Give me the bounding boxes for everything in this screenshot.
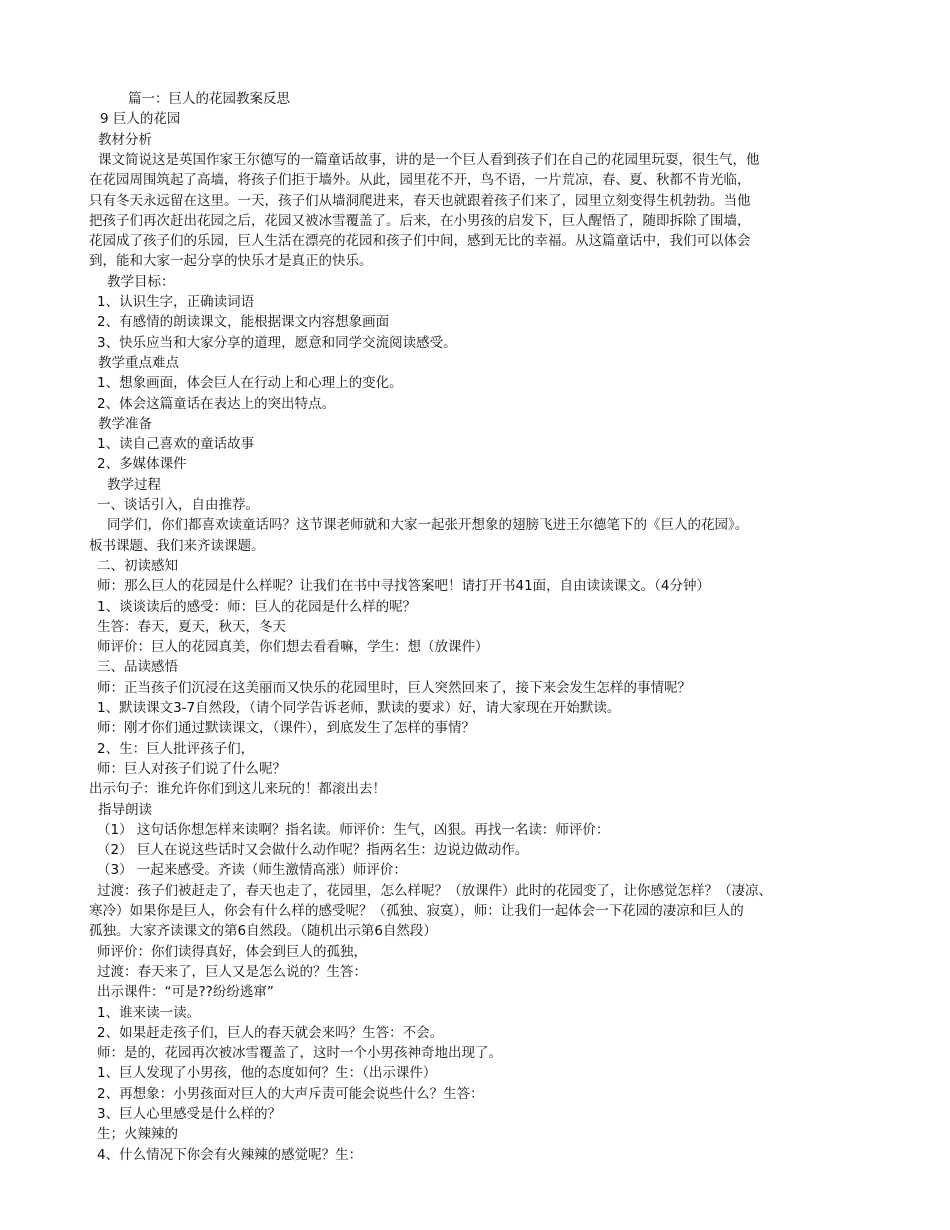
text-line: 师：刚才你们通过默读课文，（课件），到底发生了怎样的事情？ [97, 720, 475, 737]
text-line: 板书课题、我们来齐读课题。 [89, 537, 265, 554]
text-line: 寒冷）如果你是巨人，你会有什么样的感受呢？（孤独、寂寞），师：让我们一起体会一下花园的凄凉和巨人的 [89, 903, 744, 919]
text-line: 过渡：孩子们被赶走了，春天也走了，花园里，怎么样呢？（放课件）此时的花园变了，让你感觉怎样？（凄凉、 [97, 882, 772, 899]
text-line: 出示课件：“可是??纷纷逃窜” [97, 984, 274, 1001]
text-line: 3、巨人心里感受是什么样的？ [97, 1106, 282, 1122]
text-line: 2、如果赶走孩子们，巨人的春天就会来吗？生答：不会。 [97, 1024, 444, 1041]
text-line: 2、体会这篇童话在表达上的突出特点。 [97, 395, 336, 412]
text-line: 生答：春天，夏天，秋天，冬天 [97, 618, 286, 635]
text-line: 二、初读感知 [97, 557, 178, 574]
text-line: 师评价：巨人的花园真美，你们想去看看嘛，学生：想（放课件） [97, 639, 489, 656]
text-line: 教材分析 [98, 131, 152, 148]
text-line: 2、有感情的朗读课文，能根据课文内容想象画面 [97, 314, 390, 331]
text-line: 在花园周围筑起了高墙，将孩子们拒于墙外。从此，园里花不开，鸟不语，一片荒凉，春、夏、秋都不肯光临， [89, 172, 751, 189]
text-line: 1、默读课文3-7自然段，（请个同学告诉老师，默读的要求）好，请大家现在开始默读。 [97, 700, 621, 716]
text-line: 教学目标： [107, 273, 175, 290]
text-line: 1、想象画面，体会巨人在行动上和心理上的变化。 [97, 375, 403, 392]
text-line: 篇一：巨人的花园教案反思 [128, 91, 290, 107]
text-line: 三、品读感悟 [97, 659, 178, 676]
text-line: 1、读自己喜欢的童话故事 [97, 436, 255, 453]
text-line: 师：是的，花园再次被冰雪覆盖了，这时一个小男孩神奇地出现了。 [97, 1045, 502, 1062]
text-line: 同学们，你们都喜欢读童话吗？这节课老师就和大家一起张开想象的翅膀飞进王尔德笔下的《巨人的花园》。 [107, 517, 749, 534]
text-line: 花园成了孩子们的乐园，巨人生活在漂亮的花园和孩子们中间，感到无比的幸福。从这篇童话中，我们可以体会 [89, 233, 751, 250]
text-line: 师：正当孩子们沉浸在这美丽而又快乐的花园里时，巨人突然回来了，接下来会发生怎样的事情呢？ [97, 679, 691, 696]
text-line: 指导朗读 [98, 801, 152, 818]
text-line: 课文简说这是英国作家王尔德写的一篇童话故事，讲的是一个巨人看到孩子们在自己的花园里玩耍，很生气，他 [98, 151, 760, 168]
text-line: 2、再想象：小男孩面对巨人的大声斥责可能会说些什么？生答： [97, 1085, 484, 1102]
text-line: 出示句子：谁允许你们到这儿来玩的！都滚出去！ [89, 781, 386, 798]
text-line: 师：巨人对孩子们说了什么呢？ [97, 760, 286, 777]
text-line: 过渡：春天来了，巨人又是怎么说的？生答： [97, 963, 367, 980]
text-line: 9 巨人的花园 [100, 111, 181, 128]
text-line: 1、谁来读一读。 [97, 1004, 201, 1021]
text-line: 3、快乐应当和大家分享的道理，愿意和同学交流阅读感受。 [97, 334, 457, 351]
text-line: 1、巨人发现了小男孩，他的态度如何？生：（出示课件） [97, 1065, 437, 1082]
text-line: 师评价：你们读得真好，体会到巨人的孤独， [97, 943, 367, 960]
text-line: 2、多媒体课件 [97, 456, 187, 473]
text-line: （1） 这句话你想怎样来读啊？指名读。师评价：生气，凶狠。再找一名读：师评价： [97, 821, 610, 838]
text-line: 只有冬天永远留在这里。一天，孩子们从墙洞爬进来，春天也就跟着孩子们来了，园里立刻变得生机勃勃。当他 [89, 192, 751, 209]
text-line: （3） 一起来感受。齐读（师生激情高涨）师评价： [97, 862, 407, 879]
text-line: 1、认识生字，正确读词语 [97, 294, 255, 310]
text-line: 孤独。大家齐读课文的第6自然段。（随机出示第6自然段） [89, 923, 437, 940]
text-line: 4、什么情况下你会有火辣辣的感觉呢？生： [97, 1146, 363, 1163]
text-line: 生；火辣辣的 [97, 1126, 178, 1143]
text-line: （2） 巨人在说这些话时又会做什么动作呢？指两名生：边说边做动作。 [97, 842, 529, 859]
text-line: 教学重点难点 [98, 354, 179, 371]
text-line: 一、谈话引入，自由推荐。 [97, 497, 259, 513]
text-line: 2、生：巨人批评孩子们， [97, 740, 255, 757]
text-line: 1、谈谈读后的感受：师：巨人的花园是什么样的呢？ [97, 598, 417, 615]
text-line: 把孩子们再次赶出花园之后，花园又被冰雪覆盖了。后来，在小男孩的启发下，巨人醒悟了，随即拆除了围墙， [89, 212, 751, 229]
text-line: 到，能和大家一起分享的快乐才是真正的快乐。 [89, 253, 373, 270]
text-line: 教学过程 [107, 476, 161, 493]
text-line: 师：那么巨人的花园是什么样呢？让我们在书中寻找答案吧！请打开书41面，自由读读课文。（4分钟） [97, 578, 711, 595]
text-line: 教学准备 [98, 415, 152, 432]
